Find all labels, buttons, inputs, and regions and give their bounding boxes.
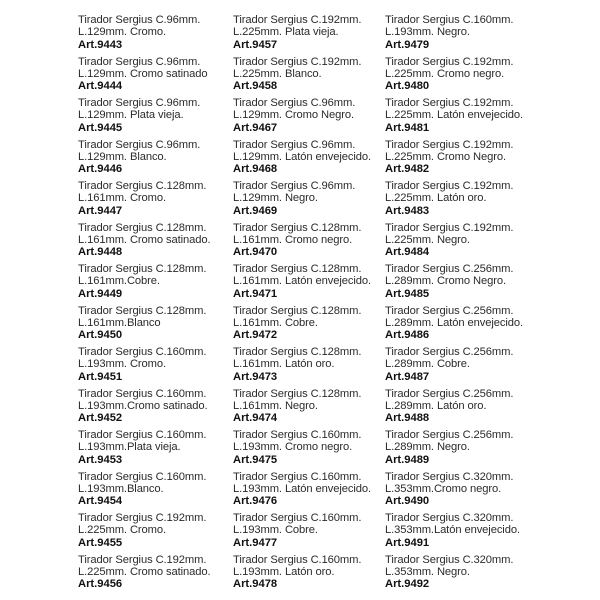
- entry-article-code: Art.9491: [385, 536, 430, 549]
- catalog-entry: [78, 305, 238, 347]
- entry-size-finish: L.161mm. Cromo satinado.: [78, 233, 211, 246]
- entry-size-finish: L.225mm. Negro.: [385, 233, 470, 246]
- entry-article-code: Art.9477: [233, 536, 278, 549]
- catalog-entry: [78, 388, 238, 430]
- catalog-entry: [385, 346, 545, 388]
- catalog-entry: [78, 263, 238, 305]
- entry-article-code: Art.9458: [233, 80, 278, 93]
- catalog-entry: [78, 56, 238, 98]
- entry-product-name: Tirador Sergius C.128mm.: [233, 387, 362, 400]
- catalog-entry: [385, 388, 545, 430]
- entry-product-name: Tirador Sergius C.320mm.: [385, 553, 514, 566]
- catalog-entry: [385, 512, 545, 554]
- entry-product-name: Tirador Sergius C.160mm.: [78, 429, 207, 441]
- entry-product-name: Tirador Sergius C.128mm.: [78, 304, 207, 317]
- entry-product-name: Tirador Sergius C.96mm.: [233, 138, 356, 151]
- catalog-entry: [233, 512, 393, 554]
- entry-size-finish: L.129mm. Latón envejecido.: [233, 150, 371, 163]
- entry-article-code: Art.9467: [233, 121, 278, 134]
- entry-product-name: Tirador Sergius C.128mm.: [78, 180, 207, 192]
- catalog-entry: [385, 180, 545, 222]
- entry-size-finish: L.161mm. Cromo.: [78, 192, 167, 205]
- entry-size-finish: L.193mm.Cromo satinado.: [78, 399, 208, 412]
- catalog-entry: [233, 139, 393, 181]
- entry-size-finish: L.161mm. Negro.: [233, 399, 318, 412]
- entry-product-name: Tirador Sergius C.160mm.: [78, 470, 207, 483]
- entry-article-code: Art.9480: [385, 80, 430, 93]
- entry-product-name: Tirador Sergius C.160mm.: [385, 14, 514, 26]
- entry-article-code: Art.9472: [233, 329, 278, 342]
- entry-article-code: Art.9469: [233, 204, 278, 217]
- catalog-entry: [78, 346, 238, 388]
- entry-product-name: Tirador Sergius C.96mm.: [233, 180, 356, 192]
- entry-size-finish: L.129mm. Plata vieja.: [78, 109, 184, 122]
- entry-product-name: Tirador Sergius C.128mm.: [78, 221, 207, 234]
- entry-product-name: Tirador Sergius C.192mm.: [385, 180, 514, 192]
- entry-product-name: Tirador Sergius C.160mm.: [78, 387, 207, 400]
- catalog-entry: [385, 305, 545, 347]
- entry-size-finish: L.289mm. Negro.: [385, 441, 470, 454]
- entry-product-name: Tirador Sergius C.96mm.: [78, 97, 201, 109]
- catalog-entry: [78, 180, 238, 222]
- entry-product-name: Tirador Sergius C.192mm.: [78, 512, 207, 524]
- catalog-entry: [233, 388, 393, 430]
- entry-size-finish: L.289mm. Latón oro.: [385, 399, 487, 412]
- entry-article-code: Art.9487: [385, 370, 430, 383]
- catalog-entry: [78, 429, 238, 471]
- entry-article-code: Art.9449: [78, 287, 123, 300]
- entry-article-code: Art.9479: [385, 38, 430, 51]
- entry-size-finish: L.193mm. Cromo.: [78, 358, 167, 371]
- entry-article-code: Art.9445: [78, 121, 123, 134]
- catalog-entry: [233, 429, 393, 471]
- catalog-entry: [233, 14, 393, 56]
- catalog-entry: [233, 56, 393, 98]
- entry-size-finish: L.129mm. Cromo Negro.: [233, 109, 355, 122]
- catalog-entry: [233, 97, 393, 139]
- catalog-entry: [78, 471, 238, 513]
- catalog-column-3: [385, 14, 545, 595]
- entry-product-name: Tirador Sergius C.160mm.: [233, 470, 362, 483]
- entry-article-code: Art.9483: [385, 204, 430, 217]
- entry-size-finish: L.225mm. Cromo satinado.: [78, 565, 211, 578]
- entry-size-finish: L.193mm. Negro.: [385, 26, 470, 39]
- catalog-entry: [78, 97, 238, 139]
- entry-size-finish: L.225mm. Blanco.: [233, 67, 322, 80]
- entry-article-code: Art.9443: [78, 38, 123, 51]
- entry-size-finish: L.193mm. Latón envejecido.: [233, 482, 371, 495]
- entry-size-finish: L.225mm. Plata vieja.: [233, 26, 339, 39]
- entry-article-code: Art.9474: [233, 412, 278, 425]
- entry-product-name: Tirador Sergius C.128mm.: [233, 304, 362, 317]
- entry-size-finish: L.193mm. Cromo negro.: [233, 441, 353, 454]
- entry-article-code: Art.9446: [78, 163, 123, 176]
- entry-article-code: Art.9456: [78, 578, 123, 591]
- catalog-entry: [233, 346, 393, 388]
- entry-article-code: Art.9476: [233, 495, 278, 508]
- catalog-entry: [385, 554, 545, 596]
- catalog-entry: [78, 554, 238, 596]
- catalog-entry: [385, 139, 545, 181]
- entry-article-code: Art.9453: [78, 453, 123, 466]
- entry-size-finish: L.161mm. Latón oro.: [233, 358, 335, 371]
- entry-article-code: Art.9451: [78, 370, 123, 383]
- entry-article-code: Art.9457: [233, 38, 278, 51]
- entry-size-finish: L.129mm. Blanco.: [78, 150, 167, 163]
- entry-size-finish: L.161mm.Cobre.: [78, 275, 160, 288]
- entry-size-finish: L.161mm. Cobre.: [233, 316, 318, 329]
- entry-article-code: Art.9490: [385, 495, 430, 508]
- entry-size-finish: L.193mm.Plata vieja.: [78, 441, 181, 454]
- entry-article-code: Art.9489: [385, 453, 430, 466]
- entry-size-finish: L.225mm. Latón envejecido.: [385, 109, 523, 122]
- entry-product-name: Tirador Sergius C.256mm.: [385, 304, 514, 317]
- entry-size-finish: L.289mm. Latón envejecido.: [385, 316, 523, 329]
- catalog-entry: [385, 263, 545, 305]
- entry-article-code: Art.9450: [78, 329, 123, 342]
- catalog-entry: [385, 56, 545, 98]
- catalog-entry: [78, 139, 238, 181]
- catalog-column-1: [78, 14, 238, 595]
- entry-article-code: Art.9478: [233, 578, 278, 591]
- entry-article-code: Art.9447: [78, 204, 123, 217]
- catalog-entry: [78, 222, 238, 264]
- entry-size-finish: L.193mm. Cobre.: [233, 524, 318, 537]
- entry-product-name: Tirador Sergius C.256mm.: [385, 429, 514, 441]
- catalog-entry: [385, 222, 545, 264]
- entry-article-code: Art.9468: [233, 163, 278, 176]
- entry-article-code: Art.9470: [233, 246, 278, 259]
- entry-size-finish: L.193mm.Blanco.: [78, 482, 164, 495]
- entry-size-finish: L.225mm. Cromo.: [78, 524, 167, 537]
- entry-product-name: Tirador Sergius C.256mm.: [385, 346, 514, 358]
- catalog-entry: [233, 222, 393, 264]
- entry-article-code: Art.9471: [233, 287, 278, 300]
- entry-size-finish: L.129mm. Negro.: [233, 192, 318, 205]
- entry-product-name: Tirador Sergius C.192mm.: [385, 97, 514, 109]
- entry-size-finish: L.193mm. Latón oro.: [233, 565, 335, 578]
- entry-size-finish: L.225mm. Cromo negro.: [385, 67, 505, 80]
- catalog-entry: [233, 263, 393, 305]
- entry-product-name: Tirador Sergius C.192mm.: [385, 221, 514, 234]
- entry-size-finish: L.129mm. Cromo satinado: [78, 67, 208, 80]
- entry-product-name: Tirador Sergius C.128mm.: [78, 263, 207, 275]
- entry-size-finish: L.161mm. Latón envejecido.: [233, 275, 371, 288]
- entry-product-name: Tirador Sergius C.160mm.: [78, 346, 207, 358]
- entry-product-name: Tirador Sergius C.128mm.: [233, 263, 362, 275]
- entry-article-code: Art.9475: [233, 453, 278, 466]
- catalog-entry: [385, 97, 545, 139]
- entry-size-finish: L.289mm. Cromo Negro.: [385, 275, 507, 288]
- entry-article-code: Art.9455: [78, 536, 123, 549]
- catalog-entry: [233, 180, 393, 222]
- entry-product-name: Tirador Sergius C.256mm.: [385, 263, 514, 275]
- entry-product-name: Tirador Sergius C.192mm.: [78, 553, 207, 566]
- entry-product-name: Tirador Sergius C.96mm.: [233, 97, 356, 109]
- entry-product-name: Tirador Sergius C.160mm.: [233, 512, 362, 524]
- entry-product-name: Tirador Sergius C.256mm.: [385, 387, 514, 400]
- entry-article-code: Art.9444: [78, 80, 123, 93]
- entry-product-name: Tirador Sergius C.128mm.: [233, 221, 362, 234]
- entry-size-finish: L.353mm. Negro.: [385, 565, 470, 578]
- entry-size-finish: L.289mm. Cobre.: [385, 358, 470, 371]
- catalog-entry: [78, 512, 238, 554]
- entry-product-name: Tirador Sergius C.192mm.: [233, 55, 362, 68]
- entry-size-finish: L.129mm. Cromo.: [78, 26, 167, 39]
- entry-article-code: Art.9452: [78, 412, 123, 425]
- entry-size-finish: L.161mm. Cromo negro.: [233, 233, 353, 246]
- catalog-column-2: [233, 14, 393, 595]
- catalog-entry: [385, 14, 545, 56]
- entry-product-name: Tirador Sergius C.320mm.: [385, 470, 514, 483]
- entry-article-code: Art.9488: [385, 412, 430, 425]
- entry-size-finish: L.225mm. Cromo Negro.: [385, 150, 507, 163]
- entry-product-name: Tirador Sergius C.192mm.: [385, 138, 514, 151]
- entry-product-name: Tirador Sergius C.96mm.: [78, 55, 201, 68]
- entry-size-finish: L.353mm.Latón envejecido.: [385, 524, 520, 537]
- entry-size-finish: L.353mm.Cromo negro.: [385, 482, 502, 495]
- entry-product-name: Tirador Sergius C.160mm.: [233, 553, 362, 566]
- catalog-entry: [385, 429, 545, 471]
- entry-product-name: Tirador Sergius C.160mm.: [233, 429, 362, 441]
- entry-article-code: Art.9485: [385, 287, 430, 300]
- entry-product-name: Tirador Sergius C.128mm.: [233, 346, 362, 358]
- entry-article-code: Art.9482: [385, 163, 430, 176]
- catalog-entry: [385, 471, 545, 513]
- entry-article-code: Art.9484: [385, 246, 430, 259]
- entry-product-name: Tirador Sergius C.192mm.: [233, 14, 362, 26]
- entry-product-name: Tirador Sergius C.320mm.: [385, 512, 514, 524]
- entry-product-name: Tirador Sergius C.96mm.: [78, 138, 201, 151]
- entry-size-finish: L.161mm.Blanco: [78, 316, 161, 329]
- entry-size-finish: L.225mm. Latón oro.: [385, 192, 487, 205]
- entry-article-code: Art.9492: [385, 578, 430, 591]
- entry-product-name: Tirador Sergius C.96mm.: [78, 14, 201, 26]
- catalog-entry: [233, 305, 393, 347]
- entry-article-code: Art.9454: [78, 495, 123, 508]
- entry-article-code: Art.9448: [78, 246, 123, 259]
- entry-article-code: Art.9481: [385, 121, 430, 134]
- catalog-entry: [233, 554, 393, 596]
- catalog-entry: [233, 471, 393, 513]
- entry-article-code: Art.9486: [385, 329, 430, 342]
- catalog-entry: [78, 14, 238, 56]
- entry-article-code: Art.9473: [233, 370, 278, 383]
- entry-product-name: Tirador Sergius C.192mm.: [385, 55, 514, 68]
